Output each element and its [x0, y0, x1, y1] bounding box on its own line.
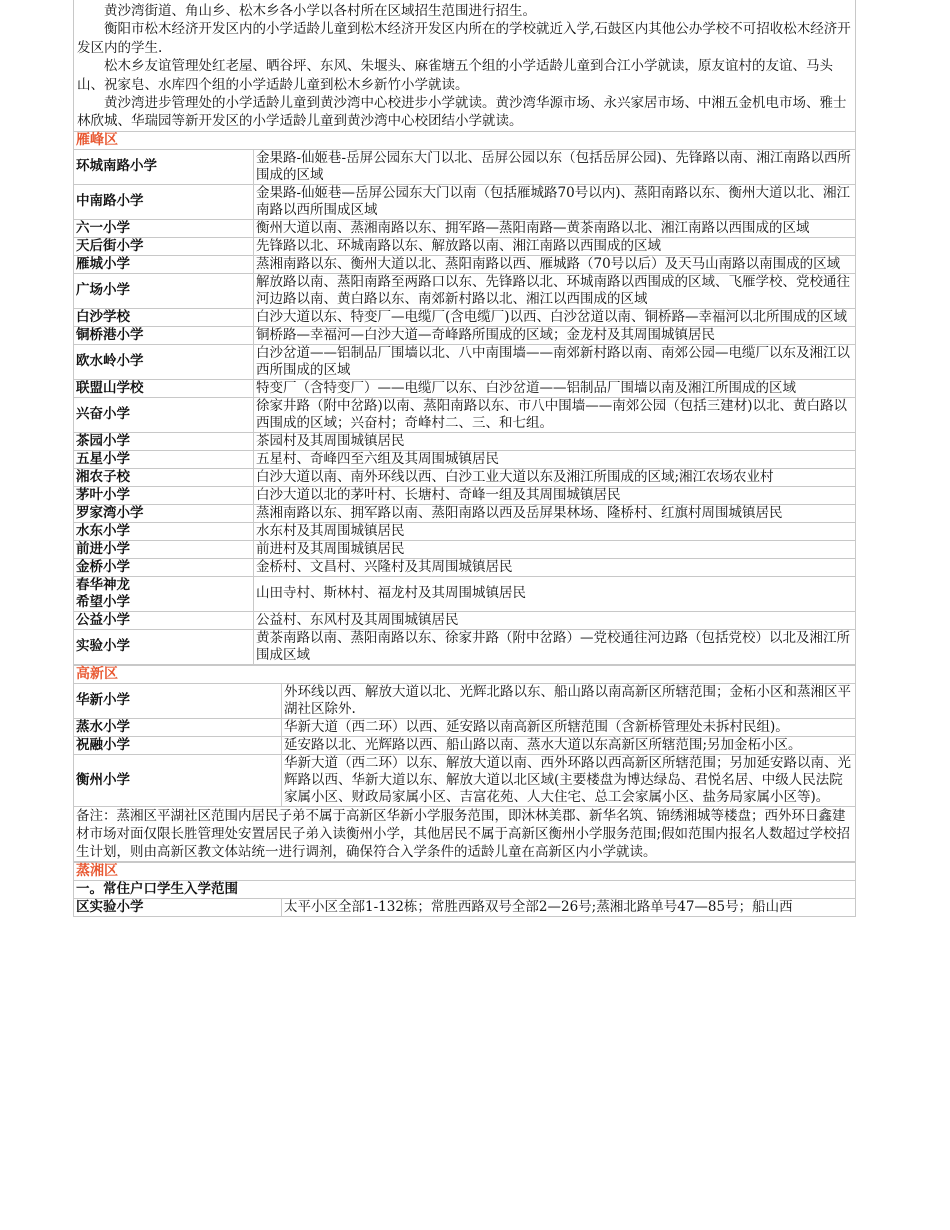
enrollment-area: 解放路以南、蒸阳南路至两路口以东、先锋路以北、环城南路以西围成的区域、飞雁学校、党校通往河边路以南、黄白路以东、南郊新村路以北、湘江以西围成的区域 [254, 273, 856, 308]
school-row [74, 344, 856, 379]
school-name: 铜桥港小学 [74, 326, 254, 344]
school-row [74, 683, 856, 718]
district-heading-row [74, 862, 856, 880]
school-row [74, 522, 856, 540]
school-name: 春华神龙 希望小学 [74, 576, 254, 611]
school-row [74, 558, 856, 576]
school-name: 茅叶小学 [74, 486, 254, 504]
enrollment-area: 公益村、东风村及其周围城镇居民 [254, 611, 856, 629]
note-row [74, 806, 856, 861]
district-heading: 蒸湘区 [74, 862, 856, 880]
enrollment-area: 太平小区全部1-132栋；常胜西路双号全部2—26号;蒸湘北路单号47—85号；船山西 [282, 898, 856, 916]
enrollment-area: 五星村、奇峰四至六组及其周围城镇居民 [254, 450, 856, 468]
district-heading-row [74, 665, 856, 683]
intro-section [73, 0, 856, 131]
school-row [74, 237, 856, 255]
school-row [74, 432, 856, 450]
enrollment-area: 蒸湘南路以东、衡州大道以北、蒸阳南路以西、雁城路（70号以后）及天马山南路以南围成的区域 [254, 255, 856, 273]
zhengxiang-school-list [74, 898, 856, 916]
school-row [74, 611, 856, 629]
school-name: 水东小学 [74, 522, 254, 540]
gaoxin-note: 备注：蒸湘区平湖社区范围内居民子弟不属于高新区华新小学服务范围，即沐林美郡、新华名筑、锦绣湘城等楼盘；西外环日鑫建材市场对面仅限长胜管理处安置居民子弟入读衡州小学，其他居民不属于高新区衡州小学服务范围;假如范围内报名人数超过学校招生计划，则由高新区教文体站统一进行调剂，确保符合入学条件的适龄儿童在高新区内小学就读。 [74, 806, 856, 861]
school-name: 实验小学 [74, 629, 254, 664]
enrollment-area: 延安路以北、光辉路以西、船山路以南、蒸水大道以东高新区所辖范围;另加金柘小区。 [282, 736, 856, 754]
enrollment-area: 华新大道（西二环）以西、延安路以南高新区所辖范围（含新桥管理处未拆村民组)。 [282, 718, 856, 736]
school-row [74, 308, 856, 326]
school-row [74, 736, 856, 754]
school-name: 欧水岭小学 [74, 344, 254, 379]
intro-paragraph: 黄沙湾进步管理处的小学适龄儿童到黄沙湾中心校进步小学就读。黄沙湾华源市场、永兴家居市场、中湘五金机电市场、雅士林欣城、华瑞园等新开发区的小学适龄儿童到黄沙湾中心校团结小学就读。 [77, 95, 847, 130]
enrollment-area: 金果路-仙姬巷-岳屏公园东大门以北、岳屏公园以东（包括岳屏公园)、先锋路以南、湘江南路以西所围成的区域 [254, 149, 856, 184]
enrollment-area: 铜桥路—幸福河—白沙大道—奇峰路所围成的区域；金龙村及其周围城镇居民 [254, 326, 856, 344]
enrollment-area: 白沙大道以北的茅叶村、长塘村、奇峰一组及其周围城镇居民 [254, 486, 856, 504]
school-row [74, 754, 856, 806]
school-name: 茶园小学 [74, 432, 254, 450]
enrollment-area: 徐家井路（附中岔路)以南、蒸阳南路以东、市八中围墙——南郊公园（包括三建材)以北、黄白路以西围成的区域；兴奋村；奇峰村二、三、和七组。 [254, 397, 856, 432]
school-name: 华新小学 [74, 683, 282, 718]
enrollment-area: 金果路-仙姬巷—岳屏公园东大门以南（包括雁城路70号以内)、蒸阳南路以东、衡州大道以北、湘江南路以西所围成区域 [254, 184, 856, 219]
school-name: 中南路小学 [74, 184, 254, 219]
school-row [74, 576, 856, 611]
enrollment-area: 山田寺村、斯林村、福龙村及其周围城镇居民 [254, 576, 856, 611]
district-heading: 高新区 [74, 665, 856, 683]
school-name: 衡州小学 [74, 754, 282, 806]
enrollment-area: 先锋路以北、环城南路以东、解放路以南、湘江南路以西围成的区域 [254, 237, 856, 255]
school-name: 前进小学 [74, 540, 254, 558]
school-row [74, 898, 856, 916]
school-row [74, 219, 856, 237]
yanfeng-school-list [74, 149, 856, 664]
enrollment-area: 水东村及其周围城镇居民 [254, 522, 856, 540]
document-page [73, 0, 856, 917]
enrollment-area: 白沙大道以东、特变厂—电缆厂(含电缆厂)以西、白沙岔道以南、铜桥路—幸福河以北所围成的区域 [254, 308, 856, 326]
school-row [74, 468, 856, 486]
enrollment-area: 蒸湘南路以东、拥军路以南、蒸阳南路以西及岳屏果林场、隆桥村、红旗村周围城镇居民 [254, 504, 856, 522]
section-subheading: 一。常住户口学生入学范围 [74, 880, 856, 898]
school-name: 金桥小学 [74, 558, 254, 576]
yanfeng-table [73, 131, 856, 665]
school-row [74, 255, 856, 273]
school-name: 兴奋小学 [74, 397, 254, 432]
school-name: 公益小学 [74, 611, 254, 629]
school-row [74, 379, 856, 397]
gaoxin-school-list [74, 683, 856, 806]
enrollment-area: 衡州大道以南、蒸湘南路以东、拥军路—蒸阳南路—黄茶南路以北、湘江南路以西围成的区域 [254, 219, 856, 237]
enrollment-area: 白沙岔道——铝制品厂围墙以北、八中南围墙——南郊新村路以南、南郊公园—电缆厂以东及湘江以西所围成的区域 [254, 344, 856, 379]
enrollment-area: 前进村及其周围城镇居民 [254, 540, 856, 558]
school-name: 广场小学 [74, 273, 254, 308]
enrollment-area: 外环线以西、解放大道以北、光辉北路以东、船山路以南高新区所辖范围；金柘小区和蒸湘区平湖社区除外. [282, 683, 856, 718]
intro-paragraph: 黄沙湾街道、角山乡、松木乡各小学以各村所在区域招生范围进行招生。 [104, 3, 536, 19]
zhengxiang-table [73, 862, 856, 917]
intro-paragraph: 衡阳市松木经济开发区内的小学适龄儿童到松木经济开发区内所在的学校就近入学,石鼓区内其他公办学校不可招收松木经济开发区内的学生. [77, 21, 851, 56]
enrollment-area: 金桥村、文昌村、兴隆村及其周围城镇居民 [254, 558, 856, 576]
school-name: 雁城小学 [74, 255, 254, 273]
intro-paragraph: 松木乡友谊管理处红老屋、晒谷坪、东风、朱堰头、麻雀塘五个组的小学适龄儿童到合江小学就读，原友谊村的友谊、马头山、祝家皂、水库四个组的小学适龄儿童到松木乡新竹小学就读。 [77, 58, 833, 93]
school-name: 六一小学 [74, 219, 254, 237]
enrollment-area: 华新大道（西二环）以东、解放大道以南、西外环路以西高新区所辖范围；另加延安路以南、光辉路以西、华新大道以东、解放大道以北区域(主要楼盘为博达绿岛、君悦名居、中级人民法院家属小区、财政局家属小区、吉富花苑、人大住宅、总工会家属小区、盐务局家属小区等)。 [282, 754, 856, 806]
school-name: 祝融小学 [74, 736, 282, 754]
school-row [74, 504, 856, 522]
school-name: 蒸水小学 [74, 718, 282, 736]
school-name: 环城南路小学 [74, 149, 254, 184]
school-name: 白沙学校 [74, 308, 254, 326]
subheading-row [74, 880, 856, 898]
school-row [74, 718, 856, 736]
school-name: 联盟山学校 [74, 379, 254, 397]
school-row [74, 629, 856, 664]
school-row [74, 149, 856, 184]
school-name: 天后街小学 [74, 237, 254, 255]
school-name: 五星小学 [74, 450, 254, 468]
school-row [74, 184, 856, 219]
school-row [74, 450, 856, 468]
gaoxin-table [73, 665, 856, 862]
enrollment-area: 特变厂（含特变厂）——电缆厂以东、白沙岔道——铝制品厂围墙以南及湘江所围成的区域 [254, 379, 856, 397]
school-name: 区实验小学 [74, 898, 282, 916]
district-heading-row [74, 131, 856, 149]
school-row [74, 486, 856, 504]
school-row [74, 273, 856, 308]
district-heading: 雁峰区 [74, 131, 856, 149]
enrollment-area: 白沙大道以南、南外环线以西、白沙工业大道以东及湘江所围成的区域;湘江农场农业村 [254, 468, 856, 486]
school-row [74, 326, 856, 344]
school-row [74, 540, 856, 558]
enrollment-area: 茶园村及其周围城镇居民 [254, 432, 856, 450]
school-name: 罗家湾小学 [74, 504, 254, 522]
school-row [74, 397, 856, 432]
school-name: 湘农子校 [74, 468, 254, 486]
enrollment-area: 黄茶南路以南、蒸阳南路以东、徐家井路（附中岔路）—党校通往河边路（包括党校）以北及湘江所围成区域 [254, 629, 856, 664]
